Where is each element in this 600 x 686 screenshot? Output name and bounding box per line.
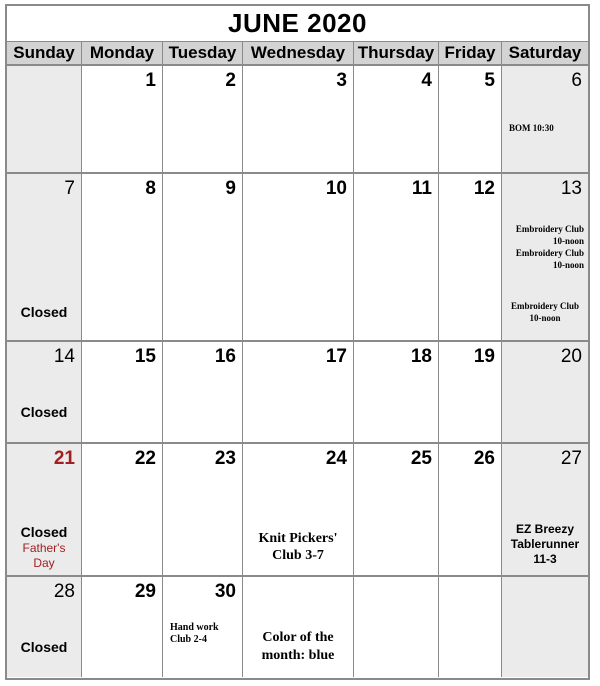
day-number: 20 xyxy=(560,346,582,367)
day-number: 17 xyxy=(325,346,347,367)
day-cell-9 xyxy=(163,174,243,342)
day-number: 16 xyxy=(214,346,236,367)
day-number: 3 xyxy=(336,70,347,91)
day-cell-empty xyxy=(439,577,502,677)
day-number: 18 xyxy=(410,346,432,367)
day-cell-10 xyxy=(243,174,354,342)
day-cell-23 xyxy=(163,444,243,577)
day-cell-6 xyxy=(502,66,588,174)
day-cell-21 xyxy=(7,444,82,577)
day-cell-25 xyxy=(354,444,439,577)
day-cell-17 xyxy=(243,342,354,444)
day-number: 14 xyxy=(53,346,75,367)
day-number: 30 xyxy=(214,581,236,602)
day-number: 4 xyxy=(421,70,432,91)
day-cell-20 xyxy=(502,342,588,444)
event-embroidery-club: Embroidery Club 10-noon Embroidery Club 10-noon xyxy=(515,224,584,270)
day-number: 11 xyxy=(411,178,432,199)
day-number: 28 xyxy=(53,581,75,602)
day-number: 9 xyxy=(225,178,236,199)
day-cell-4 xyxy=(354,66,439,174)
day-number: 26 xyxy=(473,448,495,469)
day-cell-24 xyxy=(243,444,354,577)
day-cell-2 xyxy=(163,66,243,174)
day-cell-empty xyxy=(354,577,439,677)
day-cell-empty xyxy=(7,66,82,174)
day-number: 7 xyxy=(64,178,75,199)
day-cell-22 xyxy=(82,444,163,577)
dow-thursday: Thursday xyxy=(354,42,439,66)
event-embroidery-club: Embroidery Club 10-noon xyxy=(510,301,580,323)
closed-label: Closed xyxy=(20,524,68,540)
day-number: 5 xyxy=(484,70,495,91)
day-cell-16 xyxy=(163,342,243,444)
day-number: 8 xyxy=(145,178,156,199)
day-number: 25 xyxy=(410,448,432,469)
dow-sunday: Sunday xyxy=(7,42,82,66)
day-number: 10 xyxy=(325,178,347,199)
closed-label: Closed xyxy=(20,304,68,320)
day-number: 22 xyxy=(134,448,156,469)
event-bom: BOM 10:30 xyxy=(509,123,554,133)
dow-saturday: Saturday xyxy=(502,42,588,66)
day-number: 1 xyxy=(145,70,156,91)
day-cell-19 xyxy=(439,342,502,444)
event-knit-pickers: Knit Pickers' Club 3-7 xyxy=(258,531,338,563)
day-cell-8 xyxy=(82,174,163,342)
calendar-title: JUNE 2020 xyxy=(7,6,588,42)
day-cell-3 xyxy=(243,66,354,174)
day-number: 29 xyxy=(134,581,156,602)
day-number: 23 xyxy=(214,448,236,469)
day-number: 6 xyxy=(571,70,582,91)
day-number: 12 xyxy=(473,178,495,199)
day-number: 15 xyxy=(134,346,156,367)
event-color-of-month: Color of the month: blue xyxy=(261,630,335,663)
day-cell-13 xyxy=(502,174,588,342)
day-number: 2 xyxy=(225,70,236,91)
day-number: 27 xyxy=(560,448,582,469)
day-cell-5 xyxy=(439,66,502,174)
event-hand-work: Hand work Club 2-4 xyxy=(170,622,219,645)
day-cell-28 xyxy=(7,577,82,677)
day-number: 13 xyxy=(560,178,582,199)
day-cell-15 xyxy=(82,342,163,444)
closed-label: Closed xyxy=(20,404,68,420)
day-cell-18 xyxy=(354,342,439,444)
dow-monday: Monday xyxy=(82,42,163,66)
day-cell-14 xyxy=(7,342,82,444)
closed-label: Closed xyxy=(20,639,68,655)
holiday-fathers-day: Father's Day xyxy=(22,541,66,570)
dow-tuesday: Tuesday xyxy=(163,42,243,66)
day-cell-12 xyxy=(439,174,502,342)
calendar xyxy=(5,4,590,680)
day-cell-empty xyxy=(502,577,588,677)
day-cell-29 xyxy=(82,577,163,677)
dow-friday: Friday xyxy=(439,42,502,66)
day-cell-11 xyxy=(354,174,439,342)
day-cell-27 xyxy=(502,444,588,577)
day-cell-empty xyxy=(243,577,354,677)
day-cell-26 xyxy=(439,444,502,577)
day-number: 21 xyxy=(53,448,75,469)
day-cell-7 xyxy=(7,174,82,342)
day-cell-30 xyxy=(163,577,243,677)
day-number: 24 xyxy=(325,448,347,469)
day-number: 19 xyxy=(473,346,495,367)
dow-wednesday: Wednesday xyxy=(243,42,354,66)
day-cell-1 xyxy=(82,66,163,174)
event-ez-breezy: EZ Breezy Tablerunner 11-3 xyxy=(510,522,580,566)
